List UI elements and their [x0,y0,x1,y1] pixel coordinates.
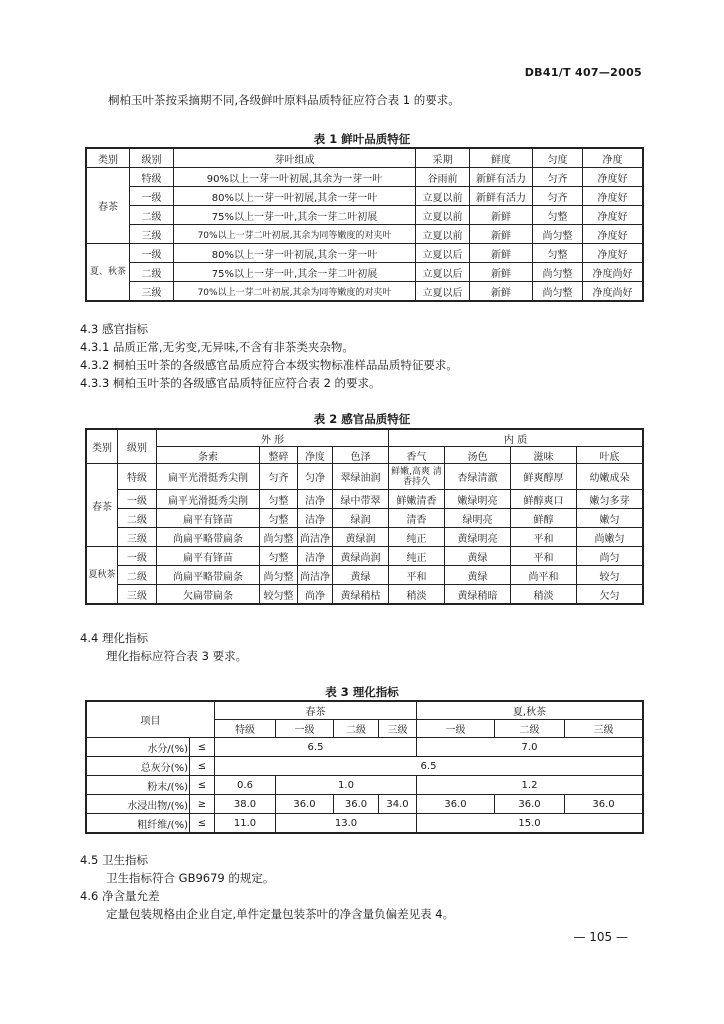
table3-item-label: 水分/(%) [87,738,190,757]
table-cell: 二级 [118,509,157,528]
table3 [86,701,643,833]
table-cell: 新鲜 [470,282,533,301]
table-cell: 1.0 [276,776,417,795]
table2-subheader: 滋味 [511,447,577,464]
table-row [87,282,643,301]
table-cell: 7.0 [417,738,643,757]
table-cell: 黄绿尚润 [333,547,389,566]
table3-caption: 表 3 理化指标 [325,685,399,699]
table-cell: 立夏以后 [416,282,470,301]
table-cell: 0.6 [215,776,276,795]
table-cell: 匀齐 [533,187,583,206]
table-cell: 净度好 [583,187,643,206]
table-cell: 翠绿油润 [333,464,389,490]
table-cell: 鲜爽醇厚 [511,464,577,490]
table-cell: 13.0 [276,814,417,833]
table-cell: 新鲜 [470,263,533,282]
table-cell: 一级 [118,547,157,566]
table-cell: 立夏以后 [416,244,470,263]
table3-subheader: 特级 [215,720,276,738]
table-cell: 鲜醇爽口 [511,490,577,509]
table2-caption: 表 2 感官品质特征 [313,412,411,426]
table-row [87,464,643,490]
table2-header: 外 形 [157,430,389,447]
table-cell: 尚净 [298,585,333,604]
table-cell: 11.0 [215,814,276,833]
table-cell: 鲜嫩,高爽 清香持久 [389,464,445,490]
table-row [87,814,643,833]
table-cell: 立夏以前 [416,206,470,225]
table-cell: 平和 [511,528,577,547]
table-cell: 匀齐 [533,168,583,187]
table-cell: 鲜醇 [511,509,577,528]
table-cell: 75%以上一芽一叶,其余一芽二叶初展 [174,263,416,282]
table2-subheader: 叶底 [577,447,643,464]
table3-subheader: 二级 [334,720,379,738]
table-cell: 36.0 [495,795,565,814]
table-cell: 一级 [130,187,174,206]
table3-header: 项目 [87,702,215,738]
table-cell: 三级 [118,528,157,547]
table-cell: 尚匀整 [260,566,298,585]
clause-4-3-2: 4.3.2 桐柏玉叶茶的各级感官品质应符合本级实物标准样品品质特征要求。 [80,358,458,372]
table-cell: 绿明亮 [445,509,511,528]
table-row [87,566,643,585]
table-cell: 一级 [130,244,174,263]
table-cell: 尚嫩匀 [577,528,643,547]
table-row [87,168,643,187]
table-cell: 三级 [130,225,174,244]
table-cell: 净度好 [583,225,643,244]
table1-header: 鲜度 [470,149,533,168]
table3-item-label: 总灰分(%) [87,757,190,776]
table-cell: 新鲜 [470,206,533,225]
table-cell: 36.0 [276,795,334,814]
table-cell: 新鲜有活力 [470,187,533,206]
table-cell: 新鲜 [470,244,533,263]
table-cell: 匀净 [298,464,333,490]
table-cell: 6.5 [215,738,417,757]
table-cell: 黄绿明亮 [445,528,511,547]
table-row [87,244,643,263]
table-row [87,776,643,795]
intro-paragraph: 桐柏玉叶茶按采摘期不同,各级鲜叶原料品质特征应符合表 1 的要求。 [108,93,460,107]
table2-category: 夏秋茶 [87,547,118,604]
table2-subheader: 汤色 [445,447,511,464]
table2-header: 类别 [87,430,118,464]
table2-subheader: 条索 [157,447,260,464]
table-cell: 黄绿润 [333,528,389,547]
table-cell: 尚匀整 [260,528,298,547]
table-cell: 立夏以前 [416,225,470,244]
table-cell: 1.2 [417,776,643,795]
table-cell: 匀整 [260,547,298,566]
table-cell: 杏绿清澈 [445,464,511,490]
table-row [87,187,643,206]
table3-item-label: 水浸出物/(%) [87,795,190,814]
table-row [87,757,643,776]
page-number: — 105 — [573,930,628,944]
table-cell: 平和 [511,547,577,566]
table-cell: 尚匀整 [533,282,583,301]
table1-header-row [87,149,643,168]
table-cell: 绿润 [333,509,389,528]
table3-item-symbol: ≤ [190,738,215,757]
table-cell: 洁净 [298,509,333,528]
table-cell: 匀整 [533,206,583,225]
table1-header: 芽叶组成 [174,149,416,168]
table-cell: 黄绿稍暗 [445,585,511,604]
table3-header: 夏,秋茶 [417,702,643,720]
table-cell: 立夏以后 [416,263,470,282]
section-4-3-title: 4.3 感官指标 [80,322,148,336]
table-cell: 70%以上一芽二叶初展,其余为同等嫩度的对夹叶 [174,225,416,244]
table-cell: 尚洁净 [298,528,333,547]
table-cell: 36.0 [417,795,495,814]
table-cell: 二级 [130,206,174,225]
clause-4-3-1: 4.3.1 品质正常,无劣变,无异味,不含有非茶类夹杂物。 [80,340,354,354]
table-cell: 黄绿 [445,547,511,566]
table-cell: 二级 [118,566,157,585]
table-row [87,490,643,509]
table-row [87,528,643,547]
table-cell: 80%以上一芽一叶初展,其余一芽一叶 [174,187,416,206]
table-cell: 纯正 [389,528,445,547]
table-cell: 70%以上一芽二叶初展,其余为同等嫩度的对夹叶 [174,282,416,301]
table1-header: 采期 [416,149,470,168]
table-cell: 特级 [118,464,157,490]
table-cell: 尚扁平略带扁条 [157,528,260,547]
table-cell: 净度尚好 [583,282,643,301]
table1-category: 春茶 [87,168,130,244]
table-cell: 扁平有锋苗 [157,547,260,566]
table-cell: 三级 [130,282,174,301]
section-4-5-text: 卫生指标符合 GB9679 的规定。 [106,871,275,885]
table3-item-symbol: ≤ [190,776,215,795]
table1-caption: 表 1 鲜叶品质特征 [313,132,411,146]
table3-item-label: 粗纤维/(%) [87,814,190,833]
table2-category: 春茶 [87,464,118,547]
table-cell: 清香 [389,509,445,528]
table-cell: 净度好 [583,244,643,263]
table2-subheader: 色泽 [333,447,389,464]
table-cell: 尚洁净 [298,566,333,585]
table-cell: 尚匀 [577,547,643,566]
table1-category: 夏、秋茶 [87,244,130,301]
table-cell: 匀整 [260,509,298,528]
table1 [86,148,643,301]
table-cell: 三级 [118,585,157,604]
table-cell: 黄绿 [445,566,511,585]
table-cell: 幼嫩成朵 [577,464,643,490]
table2-header-row [87,430,643,447]
clause-4-3-3: 4.3.3 桐柏玉叶茶的各级感官品质特征应符合表 2 的要求。 [80,376,381,390]
table3-subheader: 一级 [417,720,495,738]
table-cell: 净度好 [583,206,643,225]
table3-subheader: 一级 [276,720,334,738]
table-cell: 36.0 [334,795,379,814]
table-cell: 稍淡 [389,585,445,604]
table3-item-symbol: ≥ [190,795,215,814]
table-cell: 一级 [118,490,157,509]
table3-header: 春茶 [215,702,417,720]
table-cell: 嫩匀 [577,509,643,528]
table-cell: 较匀整 [260,585,298,604]
table-cell: 较匀 [577,566,643,585]
table-cell: 匀整 [533,244,583,263]
table3-item-symbol: ≤ [190,814,215,833]
table-cell: 尚平和 [511,566,577,585]
table-cell: 15.0 [417,814,643,833]
table-cell: 黄绿稍枯 [333,585,389,604]
table-cell: 嫩绿明亮 [445,490,511,509]
table-cell: 特级 [130,168,174,187]
standard-code: DB41/T 407—2005 [524,66,642,79]
table-cell: 纯正 [389,547,445,566]
table-cell: 立夏以前 [416,187,470,206]
table-cell: 新鲜有活力 [470,168,533,187]
table-cell: 75%以上一芽一叶,其余一芽二叶初展 [174,206,416,225]
table-cell: 嫩匀多芽 [577,490,643,509]
table1-header: 类别 [87,149,130,168]
table2-subheader: 香气 [389,447,445,464]
table-cell: 净度尚好 [583,263,643,282]
section-4-4-title: 4.4 理化指标 [80,631,148,645]
table-row [87,738,643,757]
table-cell: 二级 [130,263,174,282]
table-cell: 6.5 [215,757,643,776]
table-row [87,263,643,282]
table-cell: 绿中带翠 [333,490,389,509]
table-cell: 谷雨前 [416,168,470,187]
table-cell: 黄绿 [333,566,389,585]
table1-header: 级别 [130,149,174,168]
table-cell: 鲜嫩清香 [389,490,445,509]
table-row [87,547,643,566]
table-row [87,585,643,604]
table3-subheader: 三级 [565,720,643,738]
table3-subheader: 二级 [495,720,565,738]
table-cell: 尚扁平略带扁条 [157,566,260,585]
table-cell: 净度好 [583,168,643,187]
table2-subheader-row [87,447,643,464]
section-4-4-text: 理化指标应符合表 3 要求。 [106,649,248,663]
table-cell: 尚匀整 [533,263,583,282]
table-cell: 洁净 [298,547,333,566]
table3-item-symbol: ≤ [190,757,215,776]
table-cell: 欠扁带扁条 [157,585,260,604]
table-cell: 匀齐 [260,464,298,490]
table2 [86,429,643,604]
table-cell: 扁平光滑挺秀尖削 [157,490,260,509]
table-cell: 80%以上一芽一叶初展,其余一芽一叶 [174,244,416,263]
table2-header: 级别 [118,430,157,464]
table-row [87,795,643,814]
section-4-5-title: 4.5 卫生指标 [80,853,148,867]
table3-subheader: 三级 [379,720,417,738]
section-4-6-title: 4.6 净含量允差 [80,889,160,903]
table-cell: 90%以上一芽一叶初展,其余为一芽一叶 [174,168,416,187]
table1-header: 净度 [583,149,643,168]
table-cell: 38.0 [215,795,276,814]
table2-subheader: 净度 [298,447,333,464]
table-cell: 稍淡 [511,585,577,604]
table-row [87,225,643,244]
table-cell: 新鲜 [470,225,533,244]
table-cell: 尚匀整 [533,225,583,244]
table3-header-row [87,702,643,720]
table-cell: 欠匀 [577,585,643,604]
table-cell: 36.0 [565,795,643,814]
table3-item-label: 粉末/(%) [87,776,190,795]
table2-subheader: 整碎 [260,447,298,464]
table-cell: 扁平光滑挺秀尖削 [157,464,260,490]
table-row [87,509,643,528]
table-row [87,206,643,225]
table1-header: 匀度 [533,149,583,168]
table2-header: 内 质 [389,430,643,447]
table-cell: 扁平有锋苗 [157,509,260,528]
table-cell: 平和 [389,566,445,585]
table-cell: 匀整 [260,490,298,509]
section-4-6-text: 定量包装规格由企业自定,单件定量包装茶叶的净含量负偏差见表 4。 [106,907,455,921]
table-cell: 洁净 [298,490,333,509]
table-cell: 34.0 [379,795,417,814]
